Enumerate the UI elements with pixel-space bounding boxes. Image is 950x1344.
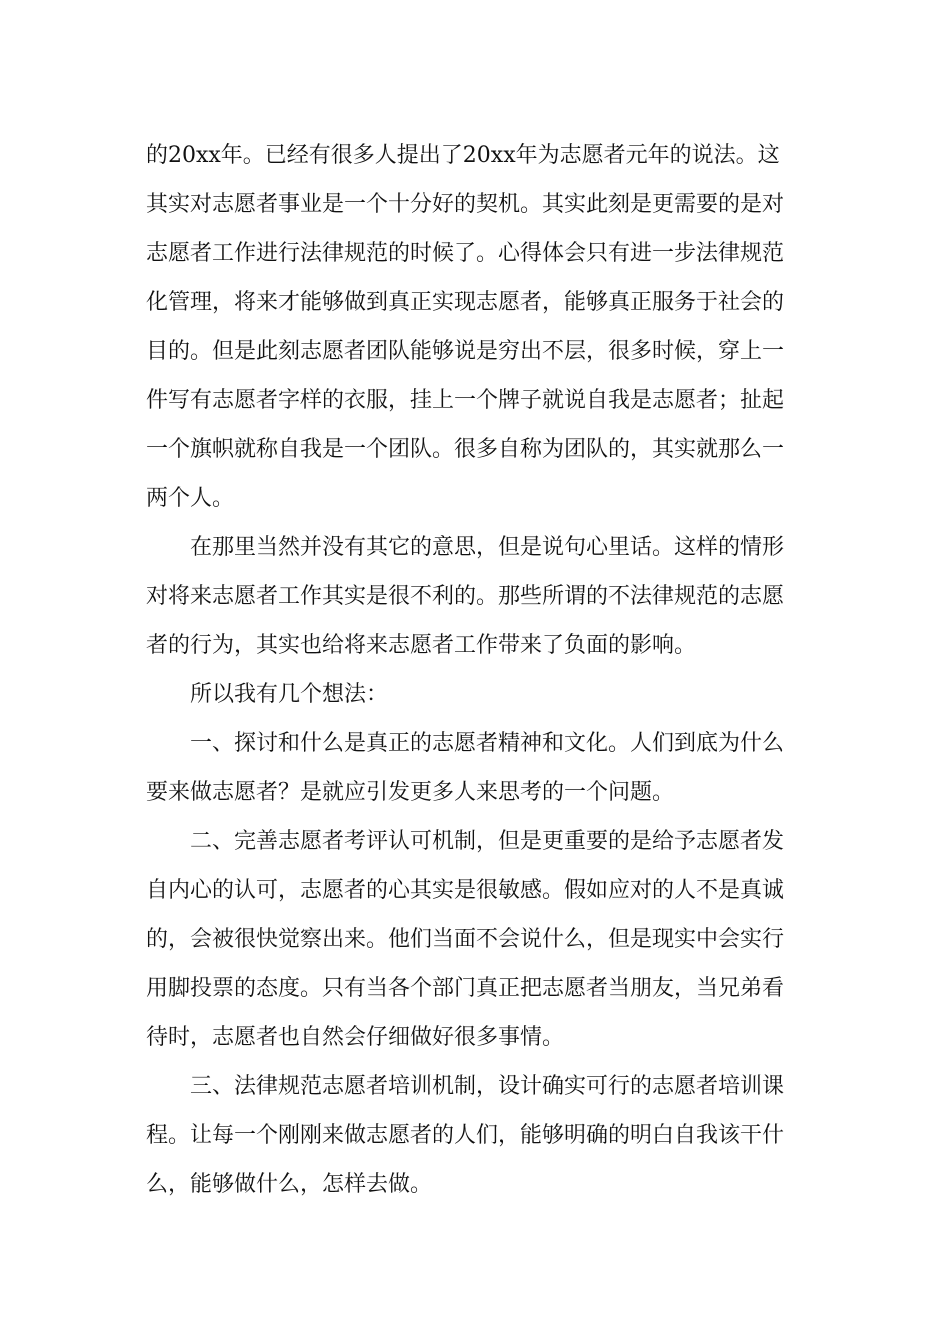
paragraph-6	[146, 1062, 806, 1209]
text-line: 化管理，将来才能够做到真正实现志愿者，能够真正服务于社会的	[146, 290, 785, 315]
text-line: 志愿者工作进行法律规范的时候了。心得体会只有进一步法律规范	[146, 241, 785, 266]
text-line: 待时，志愿者也自然会仔细做好很多事情。	[146, 1025, 565, 1050]
text-line: 程。让每一个刚刚来做志愿者的人们，能够明确的明白自我该干什	[146, 1123, 785, 1148]
paragraph-2	[146, 523, 806, 670]
text-line: 其实对志愿者事业是一个十分好的契机。其实此刻是更需要的是对	[146, 192, 785, 217]
document-body	[146, 131, 806, 1209]
text-line: 在那里当然并没有其它的意思，但是说句心里话。这样的情形	[146, 535, 785, 560]
text-line: 自内心的认可，志愿者的心其实是很敏感。假如应对的人不是真诚	[146, 878, 785, 903]
text-line: 么，能够做什么，怎样去做。	[146, 1172, 433, 1197]
text-line: 三、法律规范志愿者培训机制，设计确实可行的志愿者培训课	[146, 1074, 785, 1099]
text-line: 对将来志愿者工作其实是很不利的。那些所谓的不法律规范的志愿	[146, 584, 785, 609]
text-line: 一、探讨和什么是真正的志愿者精神和文化。人们到底为什么	[146, 731, 785, 756]
paragraph-1	[146, 131, 806, 523]
text-line: 的20xx年。已经有很多人提出了20xx年为志愿者元年的说法。这	[146, 143, 780, 168]
paragraph-5	[146, 817, 806, 1062]
text-line: 要来做志愿者？是就应引发更多人来思考的一个问题。	[146, 780, 675, 805]
paragraph-3	[146, 670, 806, 719]
text-line: 的，会被很快觉察出来。他们当面不会说什么，但是现实中会实行	[146, 927, 785, 952]
text-line: 件写有志愿者字样的衣服，挂上一个牌子就说自我是志愿者；扯起	[146, 388, 785, 413]
text-line: 二、完善志愿者考评认可机制，但是更重要的是给予志愿者发	[146, 829, 785, 854]
text-line: 者的行为，其实也给将来志愿者工作带来了负面的影响。	[146, 633, 697, 658]
text-line: 一个旗帜就称自我是一个团队。很多自称为团队的，其实就那么一	[146, 437, 785, 462]
text-line: 用脚投票的态度。只有当各个部门真正把志愿者当朋友，当兄弟看	[146, 976, 785, 1001]
text-line: 所以我有几个想法：	[146, 682, 389, 707]
text-line: 两个人。	[146, 486, 235, 511]
text-line: 目的。但是此刻志愿者团队能够说是穷出不层，很多时候，穿上一	[146, 339, 785, 364]
paragraph-4	[146, 719, 806, 817]
